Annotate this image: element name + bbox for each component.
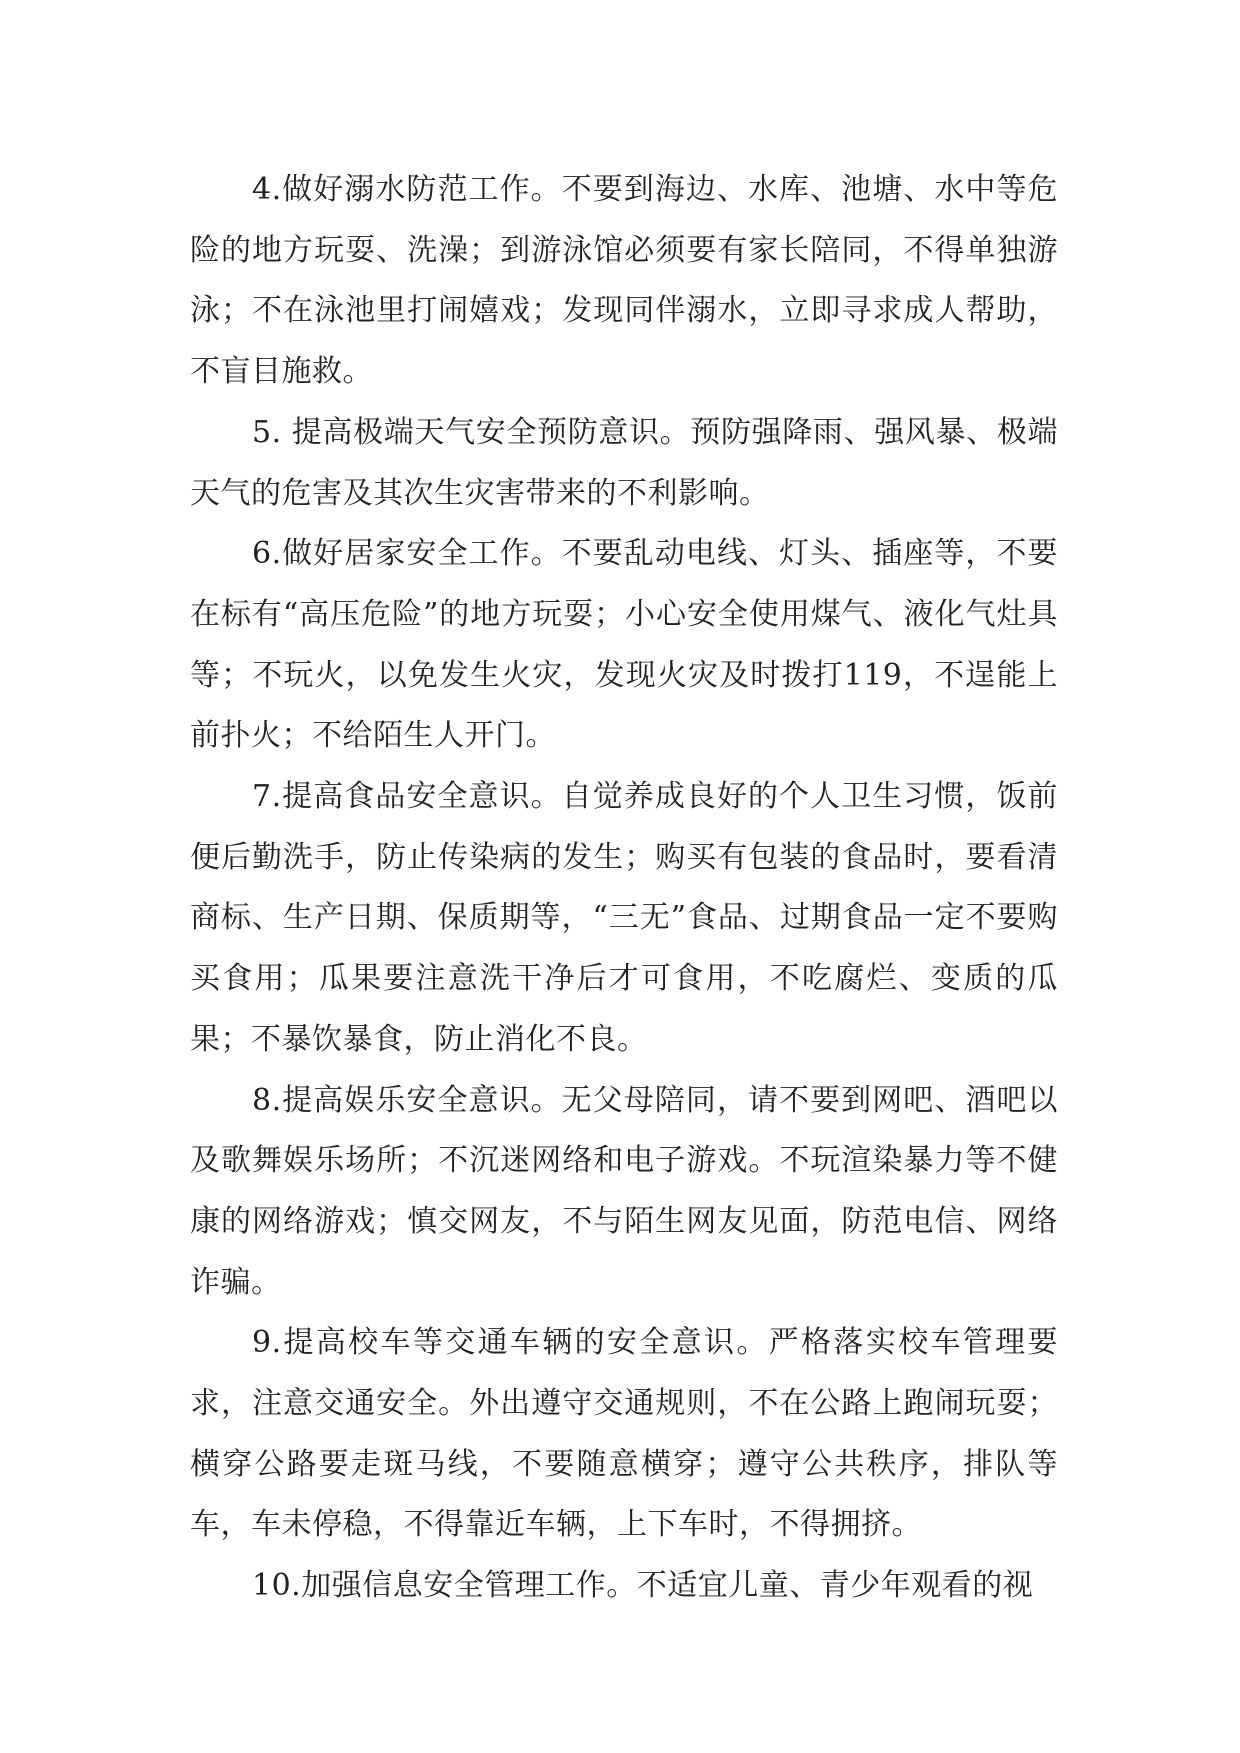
paragraph-information-safety: 10.加强信息安全管理工作。不适宜儿童、青少年观看的视 <box>252 1568 1034 1604</box>
paragraph-entertainment-safety: 8.提高娱乐安全意识。无父母陪同，请不要到网吧、酒吧以及歌舞娱乐场所；不沉迷网络和电子游戏。不玩渲染暴力等不健康的网络游戏；慎交网友，不与陌生网友见面，防范电信、网络诈骗。 <box>190 1082 1058 1300</box>
paragraph-home-safety: 6.做好居家安全工作。不要乱动电线、灯头、插座等，不要在标有“高压危险”的地方玩耍；小心安全使用煤气、液化气灶具等；不玩火，以免发生火灾，发现火灾及时拨打119，不逞能上前扑火；不给陌生人开门。 <box>190 536 1058 754</box>
document-body <box>190 160 1058 1617</box>
paragraph-drowning-prevention: 4.做好溺水防范工作。不要到海边、水库、池塘、水中等危险的地方玩耍、洗澡；到游泳馆必须要有家长陪同，不得单独游泳；不在泳池里打闹嬉戏；发现同伴溺水，立即寻求成人帮助，不盲目施救。 <box>190 172 1058 390</box>
paragraph-traffic-safety: 9.提高校车等交通车辆的安全意识。严格落实校车管理要求，注意交通安全。外出遵守交通规则，不在公路上跑闹玩耍；横穿公路要走斑马线，不要随意横穿；遵守公共秩序，排队等车，车未停稳，不得靠近车辆，上下车时，不得拥挤。 <box>190 1325 1058 1543</box>
paragraph-food-safety: 7.提高食品安全意识。自觉养成良好的个人卫生习惯，饭前便后勤洗手，防止传染病的发生；购买有包装的食品时，要看清商标、生产日期、保质期等，“三无”食品、过期食品一定不要购买食用；瓜果要注意洗干净后才可食用，不吃腐烂、变质的瓜果；不暴饮暴食，防止消化不良。 <box>190 779 1058 1057</box>
paragraph-extreme-weather: 5. 提高极端天气安全预防意识。预防强降雨、强风暴、极端天气的危害及其次生灾害带来的不利影响。 <box>190 414 1058 511</box>
